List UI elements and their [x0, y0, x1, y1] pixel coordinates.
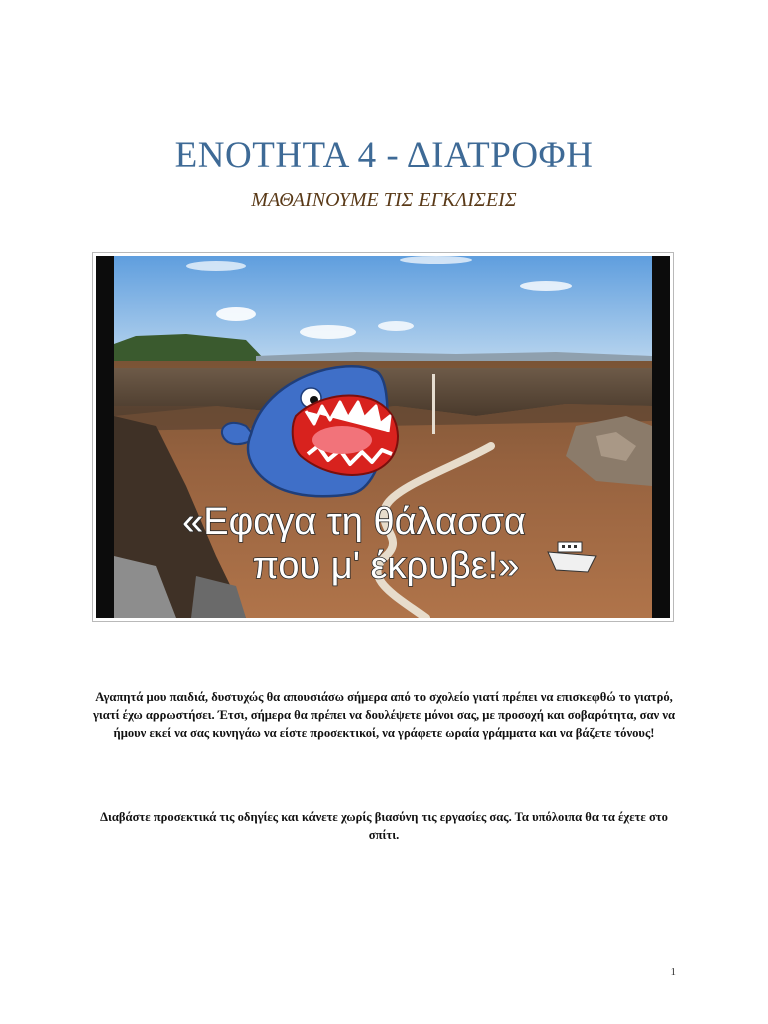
right-black-bar	[652, 256, 670, 618]
page-subtitle: ΜΑΘΑΙΝΟΥΜΕ ΤΙΣ ΕΓΚΛΙΣΕΙΣ	[251, 189, 517, 211]
paragraph-instructions: Διαβάστε προσεκτικά τις οδηγίες και κάνετε χωρίς βιασύνη τις εργασίες σας. Τα υπόλοιπα θα τα έχετε στο σπίτι.	[100, 810, 668, 842]
paragraph-intro: Αγαπητά μου παιδιά, δυστυχώς θα απουσιάσω σήμερα από το σχολείο γιατί πρέπει να επισκεφθώ το γιατρό, γιατί έχω αρρωστήσει. Έτσι, σήμερα θα πρέπει να δουλέψετε μόνοι σας, με προσοχή και σοβαρότητα, σαν να ήμουν εκεί να σας κυνηγάω να είστε προσεκτικοί, να γράφετε ωραία γράμματα και να βάζετε τόνους!	[93, 690, 675, 740]
illustration-caption-line2: που μ' έκρυβε!»	[252, 545, 520, 587]
whale-illustration	[96, 256, 670, 618]
left-black-bar	[96, 256, 114, 618]
illustration-frame	[92, 252, 674, 622]
illustration-caption-line1: «Εφαγα τη θάλασσα	[182, 501, 526, 543]
page-number: 1	[670, 966, 676, 978]
page-title: ΕΝΟΤΗΤΑ 4 - ΔΙΑΤΡΟΦΗ	[174, 135, 594, 176]
